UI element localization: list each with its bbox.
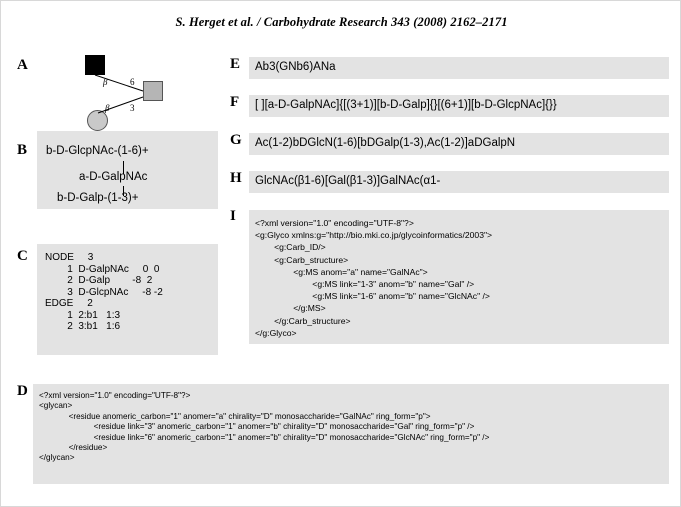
panel-b-line3: b-D-Galp-(1-3)+ <box>57 192 139 204</box>
panel-c-line-5: 1 2:b1 1:3 <box>45 309 121 321</box>
panel-letter-h: H <box>230 170 242 186</box>
panel-letter-c: C <box>17 248 28 264</box>
panel-letter-i: I <box>230 208 236 224</box>
panel-c-line-4: EDGE 2 <box>45 298 93 309</box>
panel-i-line-3: <g:Carb_structure> <box>255 254 349 265</box>
panel-letter-f: F <box>230 94 240 110</box>
panel-b-box <box>37 131 218 209</box>
panel-letter-g: G <box>230 132 242 148</box>
panel-g-box <box>249 133 669 155</box>
panel-b-line1: b-D-GlcpNAc-(1-6)+ <box>46 145 149 157</box>
panel-c-line-1: 1 D-GalpNAc 0 0 <box>45 263 160 275</box>
panel-i-content <box>249 210 669 339</box>
panel-i-line-2: <g:Carb_ID/> <box>255 242 326 253</box>
panel-e-box <box>249 57 669 79</box>
panel-letter-d: D <box>17 383 28 399</box>
panel-d-line-2: <residue anomeric_carbon="1" anomer="a" chirality="D" monosaccharide="GalNAc" ring_form="p"> <box>39 411 431 421</box>
label-beta-upper: β <box>103 77 108 87</box>
panel-h-box <box>249 171 669 193</box>
label-6: 6 <box>130 77 135 87</box>
panel-g-text: Ac(1-2)bDGlcN(1-6)[bDGalp(1-3),Ac(1-2)]aDGalpN <box>255 137 516 149</box>
panel-d-line-4: <residue link="6" anomeric_carbon="1" anomer="b" chirality="D" monosaccharide="GlcNAc" ring_form="p" /> <box>39 432 490 442</box>
panel-f-box <box>249 95 669 117</box>
panel-i-line-6: <g:MS link="1-6" anom="b" name="GlcNAc" /> <box>255 291 490 302</box>
panel-i-line-8: </g:Carb_structure> <box>255 315 351 326</box>
label-beta-lower: β <box>105 103 110 113</box>
panel-f-text: [ ][a-D-GalpNAc]{[(3+1)][b-D-Galp]{}[(6+1)][b-D-GlcpNAc]{}} <box>255 99 557 111</box>
panel-c-box <box>37 244 218 355</box>
panel-i-line-5: <g:MS link="1-3" anom="b" name="Gal" /> <box>255 279 475 290</box>
panel-i-box <box>249 210 669 344</box>
panel-letter-a: A <box>17 57 28 73</box>
panel-d-line-3: <residue link="3" anomeric_carbon="1" anomer="b" chirality="D" monosaccharide="Gal" ring_form="p" /> <box>39 422 475 432</box>
panel-h-text: GlcNAc(β1-6)[Gal(β1-3)]GalNAc(α1- <box>255 175 441 187</box>
panel-b-line2: a-D-GalpNAc <box>79 171 148 183</box>
panel-d-line-0: <?xml version="1.0" encoding="UTF-8"?> <box>39 391 191 400</box>
panel-i-line-9: </g:Glyco> <box>255 327 297 338</box>
panel-i-line-0: <?xml version="1.0" encoding="UTF-8"?> <box>255 218 414 228</box>
panel-d-box <box>33 384 669 484</box>
panel-c-content <box>37 244 218 333</box>
panel-d-line-1: <glycan> <box>39 401 73 411</box>
panel-d-line-6: </glycan> <box>39 453 75 463</box>
panel-i-line-7: </g:MS> <box>255 303 326 314</box>
panel-i-line-4: <g:MS anom="a" name="GalNAc"> <box>255 266 428 277</box>
panel-d-content <box>33 384 669 464</box>
page-header-citation: S. Herget et al. / Carbohydrate Research 343 (2008) 2162–2171 <box>175 15 508 29</box>
panel-c-line-6: 2 3:b1 1:6 <box>45 321 121 332</box>
panel-i-line-1: <g:Glyco xmlns:g="http://bio.mki.co.jp/glycoinformatics/2003"> <box>255 230 493 241</box>
panel-c-line-2: 2 D-Galp -8 2 <box>45 275 153 286</box>
panel-d-line-5: </residue> <box>39 443 108 453</box>
panel-c-line-3: 3 D-GlcpNAc -8 -2 <box>45 286 163 298</box>
panel-letter-b: B <box>17 142 28 158</box>
panel-letter-e: E <box>230 56 241 72</box>
panel-e-text: Ab3(GNb6)ANa <box>255 61 336 73</box>
panel-c-line-0: NODE 3 <box>45 252 94 263</box>
label-3: 3 <box>130 103 135 113</box>
